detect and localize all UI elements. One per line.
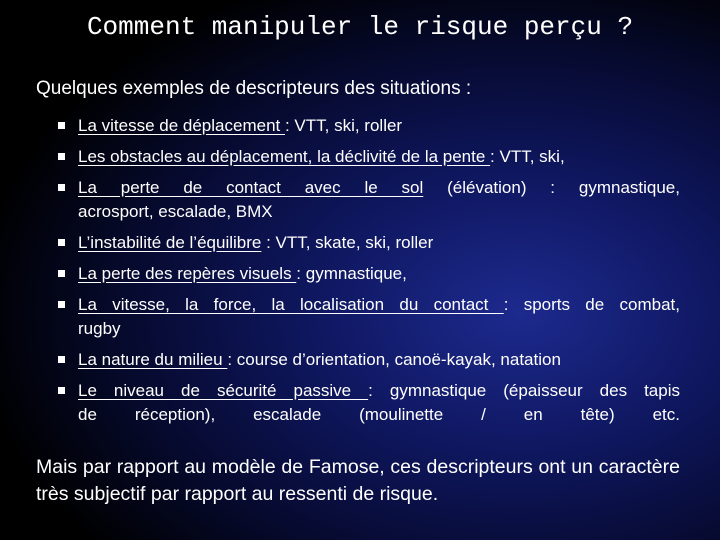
list-item [58,176,680,224]
bullet-list [58,114,680,434]
descriptor-term: Les obstacles au déplacement, la déclivité de la pente [78,147,491,166]
descriptor-continuation [78,403,680,427]
descriptor-examples: : course d’orientation, canoë-kayak, natation [227,350,561,369]
descriptor-term: La vitesse, la force, la localisation du contact [78,295,504,314]
descriptor-examples: : VTT, ski, [490,147,565,166]
conclusion-text: Mais par rapport au modèle de Famose, ces descripteurs ont un caractère très subjectif par rapport au ressenti de risque. [36,456,680,505]
descriptor-line [78,379,680,403]
list-item [58,145,680,169]
list-item [58,379,680,427]
bullet-square-icon [58,356,65,363]
descriptor-term: La perte de contact avec le sol [78,178,424,197]
descriptor-term: La nature du milieu [78,350,228,369]
slide-title: Comment manipuler le risque perçu ? [86,12,634,42]
descriptor-term: L’instabilité de l’équilibre [78,233,262,252]
descriptor-continuation-text: de réception), escalade (moulinette / en tête) [78,405,615,424]
descriptor-examples: : gymnastique (épaisseur des tapis [368,381,680,400]
slide-subtitle: Quelques exemples de descripteurs des situations : [36,78,472,99]
descriptor-continuation: acrosport, escalade, BMX [78,202,273,221]
bullet-square-icon [58,270,65,277]
descriptor-examples: : VTT, ski, roller [284,116,403,135]
descriptor-etc: etc. [652,405,680,424]
descriptor-term: La vitesse de déplacement [78,116,285,135]
descriptor-line [78,176,680,200]
list-item [58,293,680,341]
bullet-square-icon [58,153,65,160]
descriptor-examples: : gymnastique, [296,264,407,283]
list-item [58,114,680,138]
bullet-square-icon [58,184,65,191]
descriptor-examples: (élévation) : gymnastique, [423,178,680,197]
descriptor-line [78,293,680,317]
descriptor-examples: : VTT, skate, ski, roller [261,233,434,252]
descriptor-continuation: rugby [78,319,121,338]
list-item [58,348,680,372]
bullet-square-icon [58,239,65,246]
bullet-square-icon [58,301,65,308]
descriptor-examples: : sports de combat, [503,295,680,314]
descriptor-term: La perte des repères visuels [78,264,297,283]
list-item [58,262,680,286]
bullet-square-icon [58,122,65,129]
list-item [58,231,680,255]
bullet-square-icon [58,387,65,394]
descriptor-term: Le niveau de sécurité passive [78,381,369,400]
